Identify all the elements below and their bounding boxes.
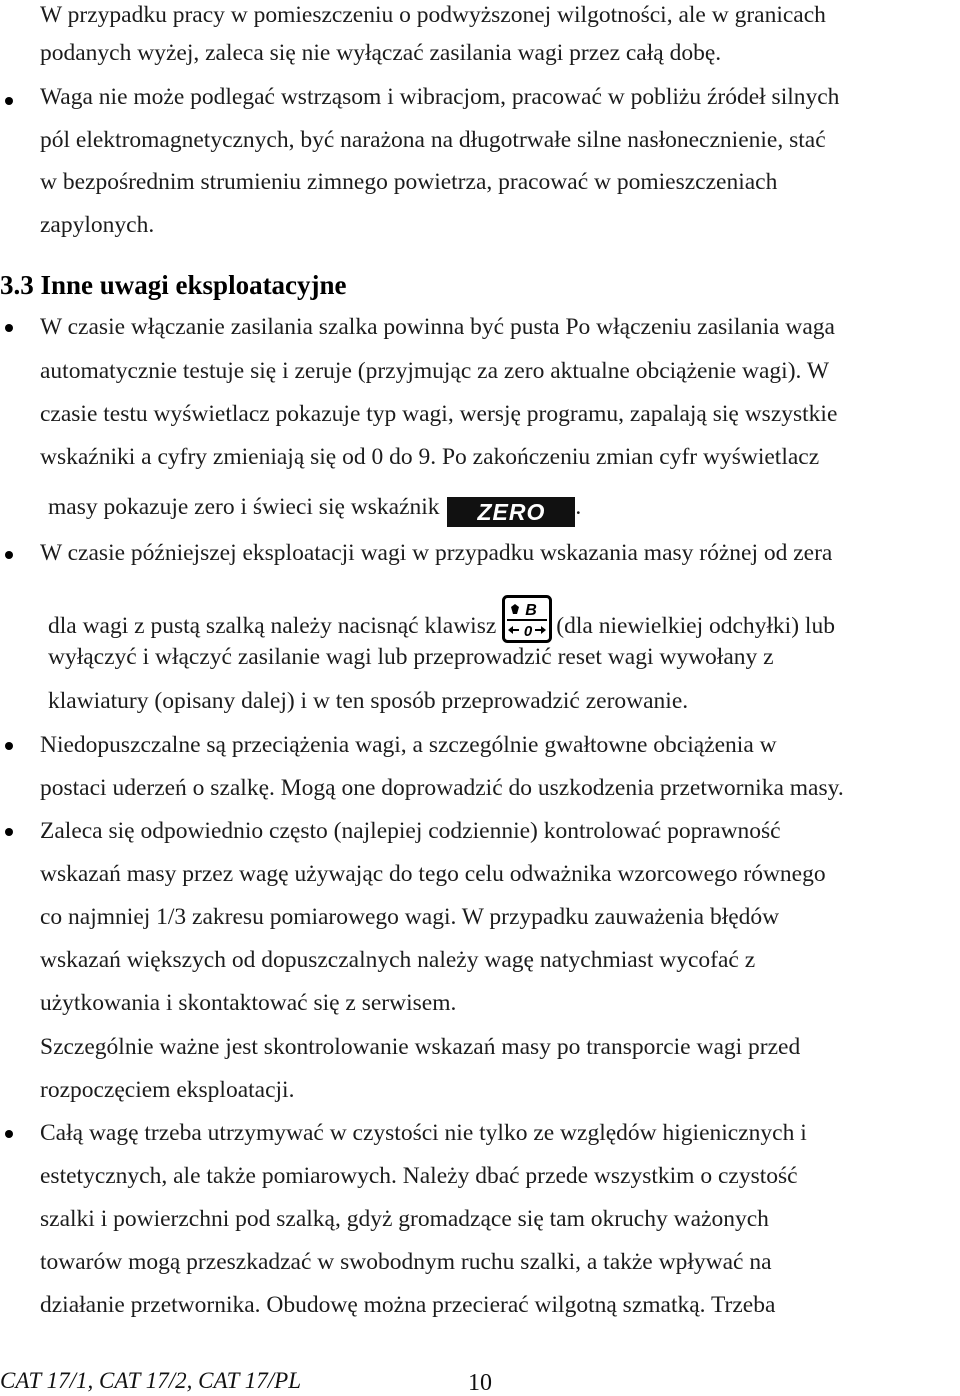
text-line: działanie przetwornika. Obudowę można przecierać wilgotną szmatką. Trzeba	[40, 1292, 776, 1318]
footer-model-names: CAT 17/1, CAT 17/2, CAT 17/PL	[0, 1368, 301, 1393]
tare-zero-key-icon	[502, 595, 552, 643]
bullet	[5, 97, 13, 105]
bullet	[5, 828, 13, 836]
text-line	[48, 595, 835, 643]
text-line: czasie testu wyświetlacz pokazuje typ wagi, wersję programu, zapalają się wszystkie	[40, 401, 838, 427]
section-heading: 3.3 Inne uwagi eksploatacyjne	[0, 270, 347, 300]
text-line: użytkowania i skontaktować się z serwisem.	[40, 990, 457, 1016]
text-line: W czasie włączanie zasilania szalka powinna być pusta Po włączeniu zasilania waga	[40, 314, 835, 340]
text-fragment: .	[575, 494, 582, 520]
text-line: zapylonych.	[40, 212, 155, 238]
text-line: szalki i powierzchni pod szalką, gdyż gromadzące się tam okruchy ważonych	[40, 1206, 769, 1232]
text-line: automatycznie testuje się i zeruje (przyjmując za zero aktualne obciążenie wagi). W	[40, 358, 830, 384]
text-line: klawiatury (opisany dalej) i w ten sposób przeprowadzić zerowanie.	[48, 688, 689, 714]
text-line: pól elektromagnetycznych, być narażona na długotrwałe silne nasłonecznienie, stać	[40, 127, 826, 153]
bullet	[5, 742, 13, 750]
text-line: Zaleca się odpowiednio często (najlepiej codziennie) kontrolować poprawność	[40, 818, 781, 844]
text-line: wyłączyć i włączyć zasilanie wagi lub przeprowadzić reset wagi wywołany z	[48, 644, 774, 670]
text-line: Niedopuszczalne są przeciążenia wagi, a szczególnie gwałtowne obciążenia w	[40, 732, 777, 758]
text-line: podanych wyżej, zaleca się nie wyłączać zasilania wagi przez całą dobę.	[40, 40, 722, 66]
text-line: Szczególnie ważne jest skontrolowanie wskazań masy po transporcie wagi przed	[40, 1034, 801, 1060]
tare-key-bottom-glyph: 0	[524, 623, 533, 640]
text-fragment: (dla niewielkiej odchyłki) lub	[556, 613, 835, 639]
text-fragment: dla wagi z pustą szalką należy nacisnąć klawisz	[48, 613, 497, 639]
tare-key-top-glyph: B	[525, 602, 538, 619]
text-line: rozpoczęciem eksploatacji.	[40, 1077, 295, 1103]
zero-indicator-icon: ZERO	[447, 497, 575, 527]
text-line: wskazań masy przez wagę używając do tego celu odważnika wzorcowego równego	[40, 861, 826, 887]
text-fragment: masy pokazuje zero i świeci się wskaźnik	[48, 494, 440, 520]
page-number: 10	[468, 1370, 492, 1396]
text-line: wskaźniki a cyfry zmieniają się od 0 do 9. Po zakończeniu zmian cyfr wyświetlacz	[40, 444, 820, 470]
bullet	[5, 551, 13, 559]
text-line: w bezpośrednim strumieniu zimnego powietrza, pracować w pomieszczeniach	[40, 169, 778, 195]
text-line: towarów mogą przeszkadzać w swobodnym ruchu szalki, a także wpływać na	[40, 1249, 772, 1275]
text-line: estetycznych, ale także pomiarowych. Należy dbać przede wszystkim o czystość	[40, 1163, 798, 1189]
text-line: Całą wagę trzeba utrzymywać w czystości nie tylko ze względów higienicznych i	[40, 1120, 807, 1146]
bullet	[5, 324, 13, 332]
text-line: Waga nie może podlegać wstrząsom i wibracjom, pracować w pobliżu źródeł silnych	[40, 84, 840, 110]
text-line: W przypadku pracy w pomieszczeniu o podwyższonej wilgotności, ale w granicach	[40, 2, 826, 28]
text-line: co najmniej 1/3 zakresu pomiarowego wagi. W przypadku zauważenia błędów	[40, 904, 780, 930]
text-line: postaci uderzeń o szalkę. Mogą one doprowadzić do uszkodzenia przetwornika masy.	[40, 775, 844, 801]
bullet	[5, 1130, 13, 1138]
text-line: wskazań większych od dopuszczalnych należy wagę natychmiast wycofać z	[40, 947, 756, 973]
text-line	[48, 492, 581, 527]
text-line: W czasie późniejszej eksploatacji wagi w przypadku wskazania masy różnej od zera	[40, 540, 833, 566]
